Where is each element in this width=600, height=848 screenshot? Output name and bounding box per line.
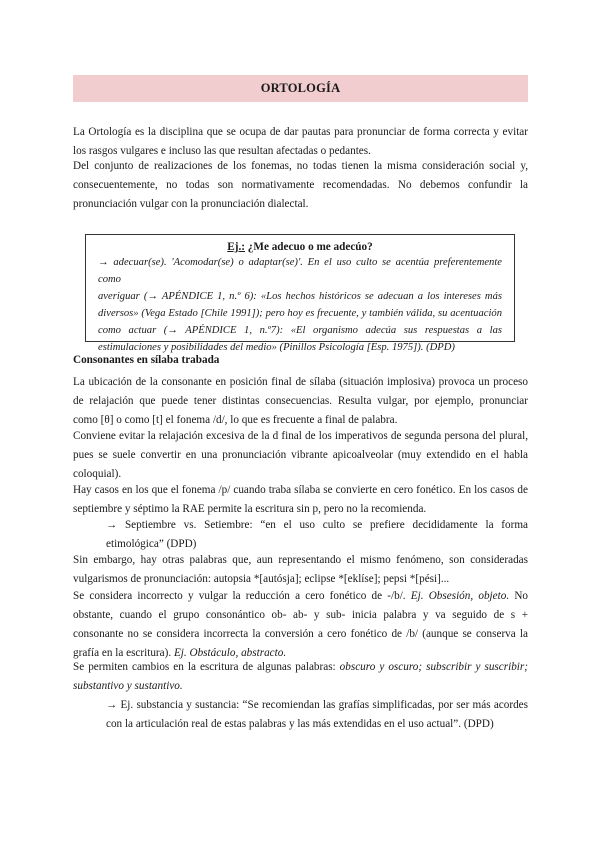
page-title: ORTOLOGÍA: [73, 75, 528, 102]
text-line: consecuentemente, no todas son normativamente recomendadas. No debemos confundir la: [73, 179, 528, 191]
text-line: vulgarismos de pronunciación: autopsia *[autósja]; eclipse *[eklíse]; pepsi *[pési]...: [73, 573, 450, 585]
text-line: pronunciación vulgar con la pronunciación dialectal.: [73, 198, 309, 210]
text-line: → adecuar(se). 'Acomodar(se) o adaptar(se)'. En el uso culto se acentúa preferentemente como: [98, 257, 502, 285]
example-box-body: [98, 254, 502, 356]
example-span: Ej. Obsesión, objeto.: [405, 590, 510, 602]
section-heading: Consonantes en sílaba trabada: [73, 354, 220, 366]
text-line: [73, 587, 528, 606]
section-paragraph-5: [73, 587, 528, 663]
text-span: No: [509, 590, 528, 602]
text-line: → Ej. substancia y sustancia: “Se recomiendan las grafías simplificadas, por ser más acordes: [106, 699, 528, 711]
example-span: Ej. Obstáculo, abstracto.: [171, 647, 287, 659]
text-line: [73, 658, 528, 677]
intro-paragraph-1: [73, 123, 528, 161]
text-line: pues se suele convertir en una pronunciación vibrante apicoalveolar (muy extendido en el habla: [73, 449, 528, 461]
section-paragraph-6: [73, 658, 528, 696]
text-line: como [θ] o como [t] el fonema /d/, lo que es frecuente a final de palabra.: [73, 414, 398, 426]
text-line: etimológica” (DPD): [106, 538, 197, 550]
text-span: Se considera incorrecto y vulgar la reducción a cero fonético de -/b/.: [73, 590, 406, 602]
text-span: Se permiten cambios en la escritura de algunas palabras:: [73, 661, 336, 673]
text-line: coloquial).: [73, 468, 122, 480]
text-line: Hay casos en los que el fonema /p/ cuando traba sílaba se convierte en cero fonético. En los casos de: [73, 484, 528, 496]
section-paragraph-3: [73, 481, 528, 519]
text-line: Del conjunto de realizaciones de los fonemas, no todas tienen la misma consideración social y,: [73, 160, 528, 172]
text-line: Sin embargo, hay otras palabras que, aun representando el mismo fenómeno, son consideradas: [73, 554, 528, 566]
text-line: → Septiembre vs. Setiembre: “en el uso culto se prefiere decididamente la forma: [106, 519, 528, 531]
text-line: los rasgos vulgares e incluso las que resultan afectadas o pedantes.: [73, 145, 371, 157]
text-line: con la articulación real de estas palabras y las más extendidas en el uso actual”. (DPD): [106, 718, 494, 730]
text-line: de relajación que puede tener distintas consecuencias. Resulta vulgar, por ejemplo, pronunciar: [73, 395, 528, 407]
intro-paragraph-2: [73, 157, 528, 214]
text-line: estimulaciones y posibilidades del medio» (Pinillos Psicología [Esp. 1975]). (DPD): [98, 342, 455, 353]
text-span: grafía en la escritura).: [73, 647, 172, 659]
example-question: ¿Me adecuo o me adecúo?: [245, 241, 373, 253]
example-label: Ej.:: [227, 241, 245, 253]
text-line: obstante, cuando el grupo consonántico ob- ab- y sub- inicia palabra y va seguido de s +: [73, 609, 528, 621]
example-box: [85, 234, 515, 353]
section-paragraph-2: [73, 427, 528, 484]
example-span: obscuro y oscuro; subscribir y suscribir;: [335, 661, 528, 673]
example-quote-1: [106, 516, 528, 554]
text-line: La Ortología es la disciplina que se ocupa de dar pautas para pronunciar de forma correcta y evitar: [73, 126, 528, 138]
example-quote-2: [106, 696, 528, 734]
text-line: diversos» (Vega Estado [Chile 1991]); pero hoy es frecuente, y también válida, su acentuación: [98, 308, 502, 319]
text-line: averiguar (→ APÉNDICE 1, n.º 6): «Los hechos históricos se adecuan a los intereses más: [98, 291, 502, 302]
text-line: Conviene evitar la relajación excesiva de la d final de los imperativos de segunda persona del plural,: [73, 430, 528, 442]
text-line: septiembre y séptimo la RAE permite la escritura sin p, pero no la recomienda.: [73, 503, 427, 515]
section-paragraph-1: [73, 373, 528, 430]
section-paragraph-4: [73, 551, 528, 589]
text-line: consonante no se considera incorrecta la conversión a cero fonético de /b/ (aunque se conserva la: [73, 628, 528, 640]
text-line: como actuar (→ APÉNDICE 1, n.º7): «El organismo adecúa sus respuestas a las: [98, 325, 502, 336]
text-line: La ubicación de la consonante en posición final de sílaba (situación implosiva) provoca un proceso: [73, 376, 528, 388]
text-line: substantivo y sustantivo.: [73, 680, 183, 692]
